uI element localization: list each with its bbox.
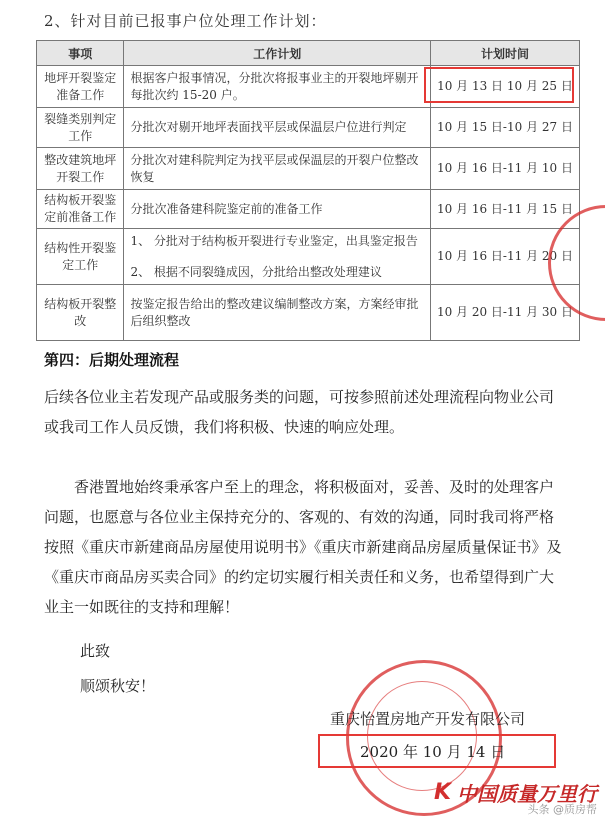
row-plan (124, 229, 430, 285)
paragraph-feedback: 后续各位业主若发现产品或服务类的问题，可按参照前述处理流程向物业公司或我司工作人员反馈，我们将积极、快速的响应处理。 (44, 388, 555, 436)
row-item: 整改建筑地坪开裂工作 (37, 148, 124, 190)
watermark-sub: 头条 @质房帮 (527, 803, 597, 816)
work-plan-table (36, 40, 580, 341)
closing-salutation: 此致 (80, 642, 111, 660)
watermark-logo-icon: K (433, 780, 451, 805)
row-item: 结构板开裂鉴定前准备工作 (37, 190, 124, 229)
header-plan: 工作计划 (124, 41, 430, 66)
table-row (37, 229, 580, 285)
table-header-row (37, 41, 580, 66)
row-item: 结构板开裂整改 (37, 285, 124, 341)
row-item: 结构性开裂鉴定工作 (37, 229, 124, 285)
table-row (37, 108, 580, 148)
table-row (37, 190, 580, 229)
row-time: 10 月 20 日-11 月 30 日 (430, 285, 579, 341)
row-time: 10 月 13 日 10 月 25 日 (430, 66, 579, 108)
row-item: 裂缝类别判定工作 (37, 108, 124, 148)
row-plan: 分批次对建科院判定为找平层或保温层的开裂户位整改恢复 (124, 148, 430, 190)
company-name: 重庆怡置房地产开发有限公司 (330, 710, 526, 728)
watermark-brand: 中国质量万里行 (457, 782, 597, 806)
plan-line-2: 2、 根据不同裂缝成因，分批给出整改处理建议 (130, 264, 382, 279)
row-time: 10 月 16 日-11 月 10 日 (430, 148, 579, 190)
row-item: 地坪开裂鉴定准备工作 (37, 66, 124, 108)
plan-line-1: 1、 分批对于结构板开裂进行专业鉴定，出具鉴定报告 (130, 233, 418, 248)
table-row (37, 148, 580, 190)
paragraph-commitment: 香港置地始终秉承客户至上的理念，将积极面对，妥善、及时的处理客户问题，也愿意与各位业主保持充分的、客观的、有效的沟通，同时我司将严格按照《重庆市新建商品房屋使用说明书》《重庆市新建商品房屋质量保证书》及《重庆市商品房买卖合同》的约定切实履行相关责任和义务，也希望得到广大业主一如既往的支持和理解！ (44, 478, 562, 616)
row-plan: 根据客户报事情况，分批次将报事业主的开裂地坪剔开每批次约 15-20 户。 (124, 66, 430, 108)
row-time: 10 月 15 日-10 月 27 日 (430, 108, 579, 148)
table-row (37, 285, 580, 341)
closing-wish: 顺颂秋安！ (80, 677, 156, 695)
section-title: 2、针对目前已报事户位处理工作计划： (44, 12, 327, 30)
header-time: 计划时间 (430, 41, 579, 66)
table-row (37, 66, 580, 108)
section4-heading: 第四：后期处理流程 (44, 351, 180, 369)
row-time: 10 月 16 日-11 月 20 日 (430, 229, 579, 285)
row-plan: 分批次对剔开地坪表面找平层或保温层户位进行判定 (124, 108, 430, 148)
signature-date: 2020 年 10 月 14 日 (360, 743, 506, 761)
row-plan: 分批次准备建科院鉴定前的准备工作 (124, 190, 430, 229)
seal-inner-ring (367, 681, 477, 791)
row-time: 10 月 16 日-11 月 15 日 (430, 190, 579, 229)
header-item: 事项 (37, 41, 124, 66)
row-plan: 按鉴定报告给出的整改建议编制整改方案，方案经审批后组织整改 (124, 285, 430, 341)
